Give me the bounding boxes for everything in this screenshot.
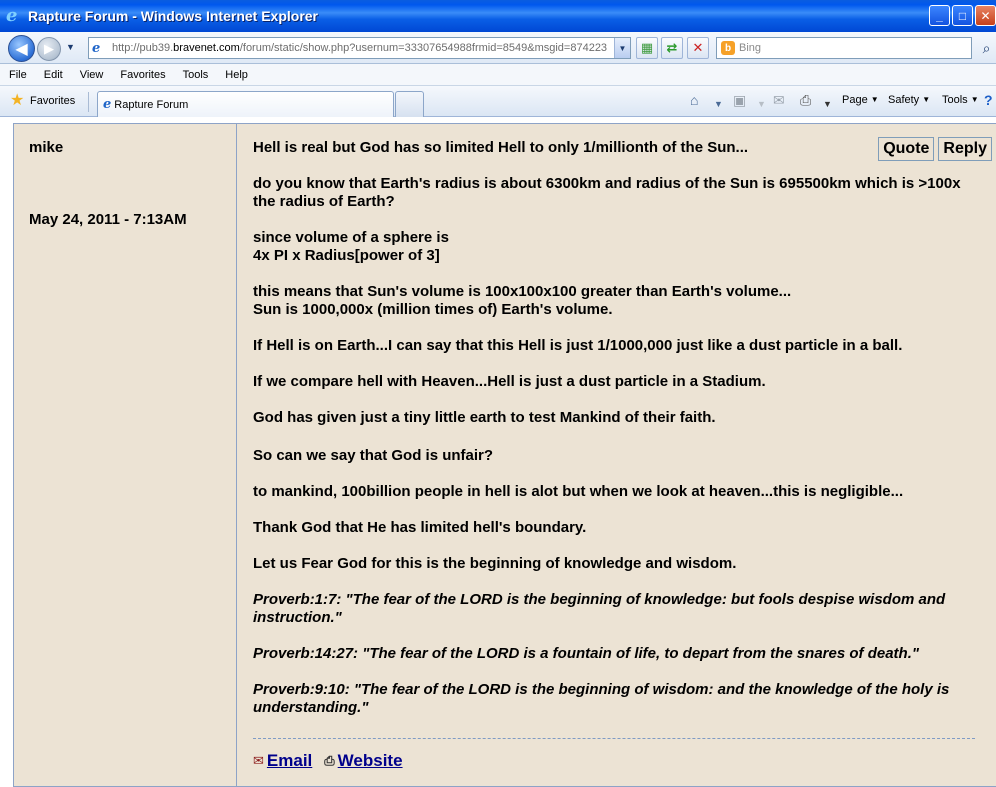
address-dropdown-button[interactable]: ▼	[614, 38, 630, 58]
minimize-button[interactable]: _	[929, 5, 950, 26]
page-icon: e	[103, 97, 112, 112]
page-menu-button[interactable]	[842, 94, 879, 106]
window-title: Rapture Forum - Windows Internet Explorer	[28, 8, 319, 24]
post-paragraph: Let us Fear God for this is the beginning of knowledge and wisdom.	[253, 555, 737, 572]
tools-menu-button[interactable]	[942, 94, 979, 106]
feeds-icon[interactable]: ▣	[733, 92, 747, 108]
back-button[interactable]	[8, 35, 35, 62]
stop-button[interactable]	[687, 37, 709, 59]
post-author: mike	[29, 139, 64, 156]
post-divider	[253, 738, 975, 739]
post-paragraph: to mankind, 100billion people in hell is alot but when we look at heaven...this is negligible...	[253, 483, 904, 500]
post-paragraph: Thank God that He has limited hell's boundary.	[253, 519, 587, 536]
new-tab-button[interactable]	[395, 91, 424, 117]
window-title-bar	[0, 0, 996, 32]
favorites-button[interactable]: Favorites	[30, 95, 76, 107]
ie-logo-icon: e	[6, 5, 18, 26]
search-input[interactable]	[716, 37, 972, 59]
menu-file[interactable]: File	[9, 68, 27, 81]
post-message-column	[238, 124, 996, 786]
search-placeholder: Bing	[739, 42, 762, 54]
compatibility-view-button[interactable]	[636, 37, 658, 59]
mail-icon[interactable]: ✉	[773, 92, 785, 108]
arrow-right-icon: ▶	[44, 41, 54, 56]
print-icon[interactable]: ⎙	[800, 92, 812, 108]
quote-button[interactable]: Quote	[878, 137, 934, 161]
page-content	[0, 118, 996, 787]
url-path: /forum/static/show.php?usernum=33307654988frmid=8549&msgid=874223	[239, 42, 608, 54]
email-link[interactable]: Email	[266, 751, 313, 770]
safety-menu-label: Safety	[888, 94, 920, 106]
website-icon: ⎙	[324, 753, 335, 768]
address-toolbar	[0, 32, 996, 64]
tools-menu-label: Tools	[942, 94, 968, 106]
arrow-left-icon: ◀	[15, 40, 28, 58]
home-dropdown[interactable]: ▼	[714, 99, 723, 109]
scripture-quote: Proverb:1:7: "The fear of the LORD is the beginning of knowledge: but fools despise wisdom and instruction."	[253, 591, 946, 626]
refresh-button[interactable]	[661, 37, 683, 59]
print-dropdown[interactable]: ▼	[823, 99, 832, 109]
search-button[interactable]	[977, 37, 996, 59]
scripture-quote: Proverb:9:10: "The fear of the LORD is the beginning of wisdom: and the knowledge of the holy is understanding."	[253, 681, 950, 716]
search-icon: ⌕	[982, 39, 991, 56]
menu-tools[interactable]: Tools	[182, 68, 209, 81]
post-author-column	[14, 124, 237, 786]
window-controls	[927, 5, 996, 26]
close-window-button[interactable]: ✕	[975, 5, 996, 26]
stop-icon: ✕	[692, 40, 704, 55]
tab-title: Rapture Forum	[114, 98, 189, 111]
post-paragraph: Hell is real but God has so limited Hell to only 1/millionth of the Sun...	[253, 139, 749, 156]
post-paragraph: If Hell is on Earth...I can say that this Hell is just 1/1000,000 just like a dust particle in a ball.	[253, 337, 903, 354]
feeds-dropdown: ▼	[757, 99, 766, 109]
forward-button[interactable]	[37, 37, 61, 61]
tab-rapture-forum[interactable]	[97, 91, 394, 117]
home-icon[interactable]: ⌂	[690, 92, 699, 108]
menu-help[interactable]: Help	[225, 68, 248, 81]
recent-pages-dropdown[interactable]: ▼	[66, 42, 75, 52]
chevron-down-icon: ▼	[970, 95, 979, 104]
post-paragraph: do you know that Earth's radius is about 6300km and radius of the Sun is 695500km which is >100x the radius of Earth?	[253, 175, 961, 210]
url-domain: bravenet.com	[173, 42, 240, 54]
post-body	[253, 139, 978, 735]
toolbar-separator	[88, 92, 89, 112]
post-date: May 24, 2011 - 7:13AM	[29, 211, 187, 228]
help-icon[interactable]: ?	[984, 92, 993, 108]
address-input[interactable]	[88, 37, 631, 59]
post-paragraph: If we compare hell with Heaven...Hell is just a dust particle in a Stadium.	[253, 373, 766, 390]
menu-edit[interactable]: Edit	[43, 68, 63, 81]
post-paragraph: since volume of a sphere is 4x PI x Radius[power of 3]	[253, 229, 449, 264]
favorites-star-icon[interactable]: ★	[10, 92, 25, 109]
url-prefix: http://pub39.	[112, 42, 174, 54]
safety-menu-button[interactable]	[888, 94, 930, 106]
chevron-down-icon: ▼	[922, 95, 931, 104]
refresh-icon: ⇄	[666, 40, 678, 55]
menu-favorites[interactable]: Favorites	[120, 68, 166, 81]
email-icon: ✉	[253, 753, 264, 768]
post-paragraph: this means that Sun's volume is 100x100x100 greater than Earth's volume... Sun is 1000,000x (million times of) Earth's volume.	[253, 283, 792, 318]
post-paragraph: So can we say that God is unfair?	[253, 447, 494, 464]
scripture-quote: Proverb:14:27: "The fear of the LORD is a fountain of life, to depart from the snares of death."	[253, 645, 919, 662]
chevron-down-icon: ▼	[870, 95, 879, 104]
page-icon: e	[92, 40, 101, 56]
maximize-button[interactable]: □	[952, 5, 973, 26]
compatibility-icon: ▦	[640, 40, 654, 55]
bing-icon: b	[721, 41, 735, 55]
menu-view[interactable]: View	[79, 68, 104, 81]
post-paragraph: God has given just a tiny little earth to test Mankind of their faith.	[253, 409, 716, 426]
post-footer-links	[253, 751, 403, 771]
menu-bar	[0, 64, 996, 86]
website-link[interactable]: Website	[337, 751, 403, 770]
reply-button[interactable]: Reply	[938, 137, 992, 161]
forum-post	[13, 123, 996, 787]
favorites-bar	[0, 86, 996, 117]
page-menu-label: Page	[842, 94, 868, 106]
